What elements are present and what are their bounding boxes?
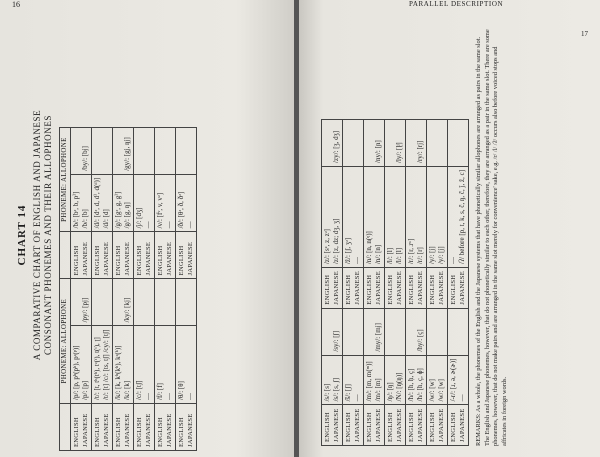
phoneme-cell: — [449,257,457,265]
lang-label: JAPANESE [459,271,466,305]
lang-label: ENGLISH [156,417,164,447]
right-chart [321,26,469,446]
table-row [175,127,196,450]
lang-label: JAPANESE [186,241,194,276]
lang-label: JAPANESE [333,271,340,305]
phoneme-cell: /gy/: [gj, ŋj] [122,137,131,171]
page-number-left: 16 [12,0,20,9]
lang-label: ENGLISH [114,417,122,447]
phoneme-cell: — [143,393,152,400]
phoneme-cell: /p/: [p, pʰ(pʰ), pᵊ(ᵖ)] [71,345,80,400]
lang-label: ENGLISH [114,245,122,276]
phoneme-cell: /m/: [m] [374,378,382,402]
lang-label: ENGLISH [429,274,436,305]
right-page [299,0,600,457]
phoneme-cell: /ž/: [ʃ, ʒᵊ] [344,237,352,265]
phoneme-cell: /my/: [mj] [374,323,382,352]
phoneme-cell: /ry/: [rj] [416,140,424,163]
lang-label: JAPANESE [396,408,403,442]
phoneme-cell: /r/: [r, ɹʷ] [407,238,415,265]
phoneme-cell [144,282,153,322]
lang-label: ENGLISH [450,412,457,442]
lang-label: JAPANESE [102,241,110,276]
phoneme-cell [144,131,153,171]
phoneme-cell: — [185,393,194,400]
phoneme-cell: /m/: [m, m(ᵐ)] [365,361,373,402]
phoneme-cell: — [458,394,466,402]
phoneme-cell: /n/: [n, n(ᵑ)] [365,231,373,265]
phoneme-cell: /d/: [d] [101,209,110,229]
phoneme-cell [186,282,195,322]
phoneme-cell: /z/: [z, dz; dʒ, ʒ] [332,218,340,265]
lang-label: JAPANESE [81,241,89,276]
phoneme-cell: /b/: [b] [80,209,89,229]
phoneme-cell: /ky/: [kj] [122,297,131,323]
phoneme-cell [458,123,467,163]
table-row [343,119,364,445]
phoneme-cell: /ŋ/: [ŋ] [386,382,394,402]
lang-label: ENGLISH [387,274,394,305]
table-row [91,127,112,450]
lang-label: JAPANESE [186,413,194,447]
header-row [60,127,71,450]
running-head: PARALLEL DESCRIPTION [409,0,504,8]
remarks-paragraph: REMARKS: As a whole, the phonemes of the English and the Japanese systems that have phonetically similar allophones are arranged as pairs in the same slot. The English and Japanese phonemes, however, that do not phonetically similar to each other, therefore, they are arranged as a pair in the same slot. There are some phonemes, however, that do not make pairs and are arranged in the same slot merely for convenience' sake, e.g. /r/ /l/ /ʔ/ occurs also before voiced stops and affricates in foreign words. [475,29,508,446]
phoneme-cell: /f/: [f] [155,383,164,400]
lang-label: ENGLISH [135,417,143,447]
phoneme-cell: — [353,394,361,402]
right-rotated-content [319,26,509,452]
table-row [385,119,406,445]
lang-label: JAPANESE [144,241,152,276]
lang-label: ENGLISH [324,412,331,442]
lang-label: JAPANESE [459,408,466,442]
lang-label: ENGLISH [324,274,331,305]
phoneme-cell: /ny/: [ɲ] [374,140,382,163]
phoneme-cell: /zy/: [ʒ, dʒ] [332,130,340,163]
phoneme-cell [102,131,111,171]
lang-label: ENGLISH [345,412,352,442]
lang-label: JAPANESE [165,413,173,447]
phoneme-cell: — [143,221,152,229]
table-row [448,119,469,445]
phoneme-cell: /-r/: [ɹ, ə, ɚ(ɚ)] [449,358,457,402]
phoneme-cell: /š/: [ʃ] [344,384,352,402]
phoneme-cell: /k/: [k, kʰ(kʰ), kᵊ(ᵏ)] [113,345,122,400]
phoneme-cell: /k/: [k] [122,380,131,400]
phoneme-cell [458,312,467,352]
lang-label: ENGLISH [177,417,185,447]
table-row [322,119,343,445]
left-chart-table [59,127,197,451]
lang-label: JAPANESE [438,408,445,442]
phoneme-cell [165,131,174,171]
lang-label: ENGLISH [450,274,457,305]
table-row [154,127,175,450]
phoneme-cell: — [353,257,361,265]
phoneme-cell: /w/: [w] [428,379,436,402]
lang-label: JAPANESE [123,241,131,276]
phoneme-cell: /g/: [g, ŋ] [122,202,131,229]
phoneme-cell [353,123,362,163]
table-row [70,127,91,450]
phoneme-cell: /z/: [sᶻ, z, zᵊ] [323,229,331,265]
phoneme-cell: — [185,221,194,229]
phoneme-cell: /t/: [t] /c/: [ts, tʃ] /cy/: [tʃ] [101,329,110,400]
phoneme-cell [165,282,174,322]
chart-subtitle-1: A COMPARATIVE CHART OF ENGLISH AND JAPANESE [32,109,42,361]
chart-subtitle-2: CONSONANT PHONEMES AND THEIR ALLOPHONES [43,114,53,356]
chart-title-block [16,15,53,455]
phoneme-cell [186,131,195,171]
phoneme-cell: /hy/: [ç] [416,329,424,352]
phoneme-cell: /c/: [tʃ] [134,380,143,400]
left-chart [59,15,197,451]
phoneme-cell: /ð/: [θᵊ, ð, ðᵊ] [176,191,185,229]
lang-label: ENGLISH [93,417,101,447]
phoneme-cell: /y/: [j] [437,246,445,265]
lang-label: ENGLISH [366,412,373,442]
lang-label: ENGLISH [72,417,80,447]
left-rotated-content [14,15,197,455]
phoneme-cell: /n/: [n] [374,244,382,265]
lang-label: ENGLISH [429,412,436,442]
phoneme-cell [395,312,404,352]
phoneme-cell: /j/: [dʒ] [134,207,143,229]
phoneme-cell [353,312,362,352]
lang-label: JAPANESE [375,271,382,305]
lang-label: JAPANESE [165,241,173,276]
lang-label: ENGLISH [72,245,80,276]
table-row [364,119,385,445]
table-row [406,119,427,445]
phoneme-cell: — [164,221,173,229]
lang-label: ENGLISH [345,274,352,305]
lang-label: JAPANESE [354,271,361,305]
right-chart-table [321,119,469,446]
table-row [427,119,448,445]
lang-label: JAPANESE [375,408,382,442]
phoneme-cell: /s/: [s] [323,383,331,402]
phoneme-cell: /by/: [bj] [80,146,89,171]
lang-label: JAPANESE [396,271,403,305]
phoneme-cell: /N/: [ŋ(ŋ)] [395,372,403,402]
phoneme-cell: /h/: [h, ḥ, ç] [407,368,415,402]
chart-title: CHART 14 [16,204,28,266]
lang-label: ENGLISH [135,245,143,276]
phoneme-cell: /d/: [dᵊ, d, dˀ, d(ᵈ)] [92,177,101,229]
table-row [112,127,133,450]
lang-label: JAPANESE [354,408,361,442]
col-header-2: PHONEME: ALLOPHONE [60,127,71,232]
page-number-right: 17 [581,30,588,38]
lang-label: JAPANESE [144,413,152,447]
phoneme-cell: /g/: [gᵊ, g, gˀ] [113,191,122,229]
phoneme-cell: /l/: [l] [386,247,394,265]
phoneme-cell: /t/: [t, tʰ(tʰ), tᵊ(ᵗ), t(ᵗ), ʈ] [92,337,101,400]
phoneme-cell: /py/: [pj] [80,297,89,323]
phoneme-cell: /ly/: [ɭʲ] [395,142,403,163]
lang-label: ENGLISH [177,245,185,276]
lang-label: JAPANESE [438,271,445,305]
lang-label: JAPANESE [102,413,110,447]
lang-label: JAPANESE [333,408,340,442]
lang-label: ENGLISH [366,274,373,305]
phoneme-cell: /ʔ/ before [p, t, k, s, č, ŋ, ĉ, ǰ, ž, c] [458,169,466,265]
lang-label: JAPANESE [417,271,424,305]
phoneme-cell [102,282,111,322]
phoneme-cell: /θ/: [θ] [176,381,185,400]
phoneme-cell: /v/: [fᵛ, v, vᵊ] [155,192,164,229]
phoneme-cell: /r/: [r] [416,247,424,265]
phoneme-cell: /h/: [h, ç, ɸ] [416,368,424,402]
phoneme-cell: /l/: [l] [395,247,403,265]
phoneme-cell: /sy/: [ʃ] [332,330,340,352]
lang-label: ENGLISH [93,245,101,276]
col-header-1: PHONEME: ALLOPHONE [60,279,71,404]
table-row [133,127,154,450]
lang-label: ENGLISH [387,412,394,442]
lang-label: ENGLISH [408,274,415,305]
lang-label: ENGLISH [408,412,415,442]
phoneme-cell: /s/: [s, ʃ] [332,377,340,402]
phoneme-cell: /y/: [j] [428,246,436,265]
phoneme-cell [437,312,446,352]
lang-label: JAPANESE [123,413,131,447]
lang-label: JAPANESE [81,413,89,447]
phoneme-cell [437,123,446,163]
phoneme-cell: /b/: [bᵊ, b, pˀ] [71,191,80,229]
phoneme-cell: /w/: [w] [437,379,445,402]
lang-label: ENGLISH [156,245,164,276]
lang-label: JAPANESE [417,408,424,442]
phoneme-cell: — [164,393,173,400]
phoneme-cell: /p/: [p] [80,380,89,400]
left-page [0,0,296,457]
